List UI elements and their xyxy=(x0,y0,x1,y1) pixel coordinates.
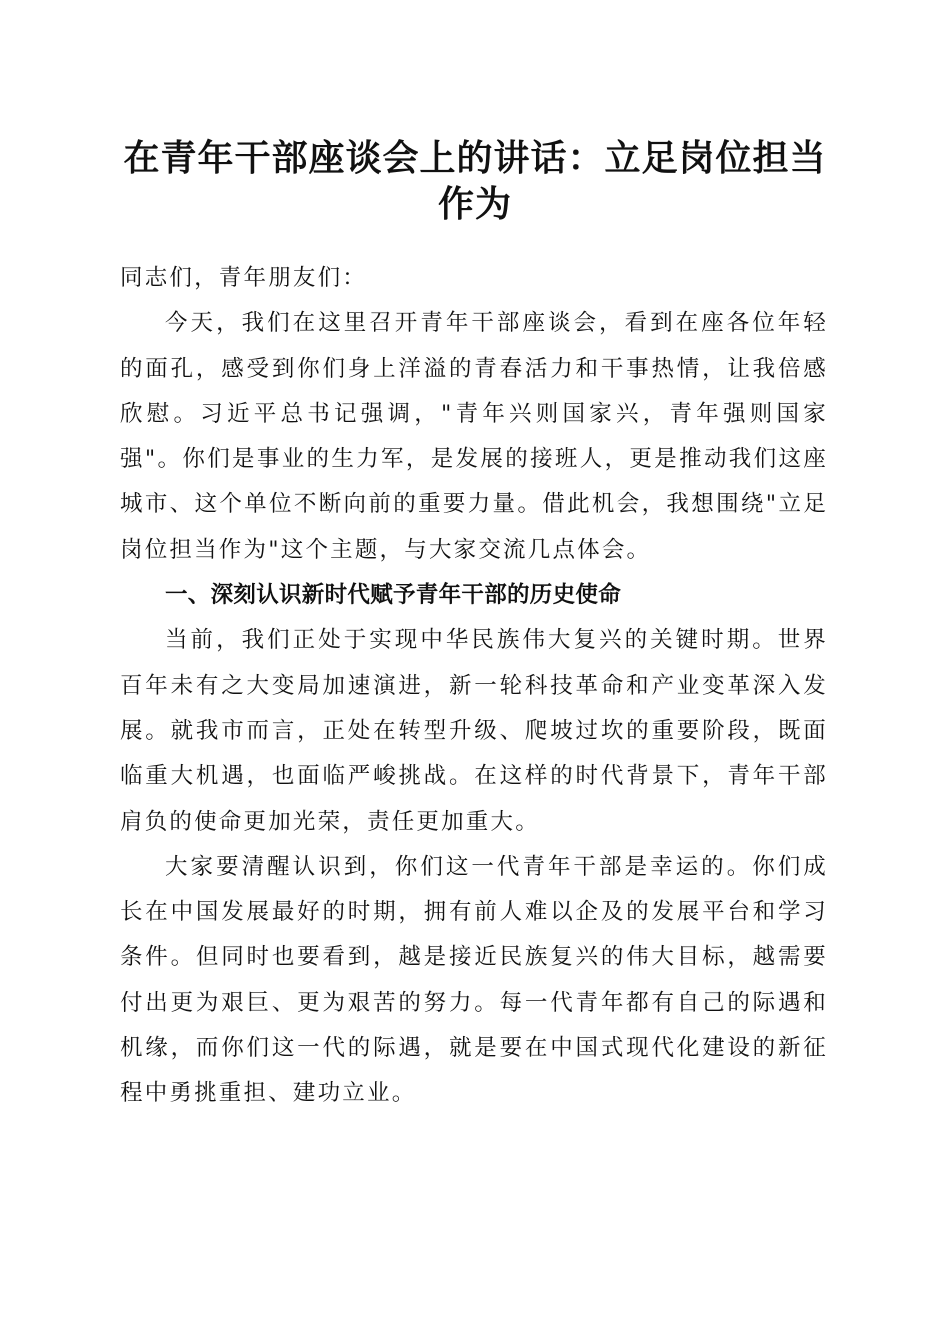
document-title: 在青年干部座谈会上的讲话：立足岗位担当作为 xyxy=(123,137,827,225)
section-heading: 一、深刻认识新时代赋予青年干部的历史使命 xyxy=(165,582,622,609)
intro-paragraph: 今天，我们在这里召开青年干部座谈会，看到在座各位年轻的面孔，感受到你们身上洋溢的青春活力和干事热情，让我倍感欣慰。习近平总书记强调，"青年兴则国家兴，青年强则国家强"。你们是事业的生力军，是发展的接班人，更是推动我们这座城市、这个单位不断向前的重要力量。借此机会，我想围绕"立足岗位担当作为"这个主题，与大家交流几点体会。 xyxy=(120,310,828,563)
section-paragraph-1: 当前，我们正处于实现中华民族伟大复兴的关键时期。世界百年未有之大变局加速演进，新一轮科技革命和产业变革深入发展。就我市而言，正处在转型升级、爬坡过坎的重要阶段，既面临重大机遇，也面临严峻挑战。在这样的时代背景下，青年干部肩负的使命更加光荣，责任更加重大。 xyxy=(120,627,828,835)
section-paragraph-2: 大家要清醒认识到，你们这一代青年干部是幸运的。你们成长在中国发展最好的时期，拥有前人难以企及的发展平台和学习条件。但同时也要看到，越是接近民族复兴的伟大目标，越需要付出更为艰巨、更为艰苦的努力。每一代青年都有自己的际遇和机缘，而你们这一代的际遇，就是要在中国式现代化建设的新征程中勇挑重担、建功立业。 xyxy=(120,853,828,1107)
salutation: 同志们，青年朋友们： xyxy=(120,265,368,291)
document-body xyxy=(120,256,828,1117)
